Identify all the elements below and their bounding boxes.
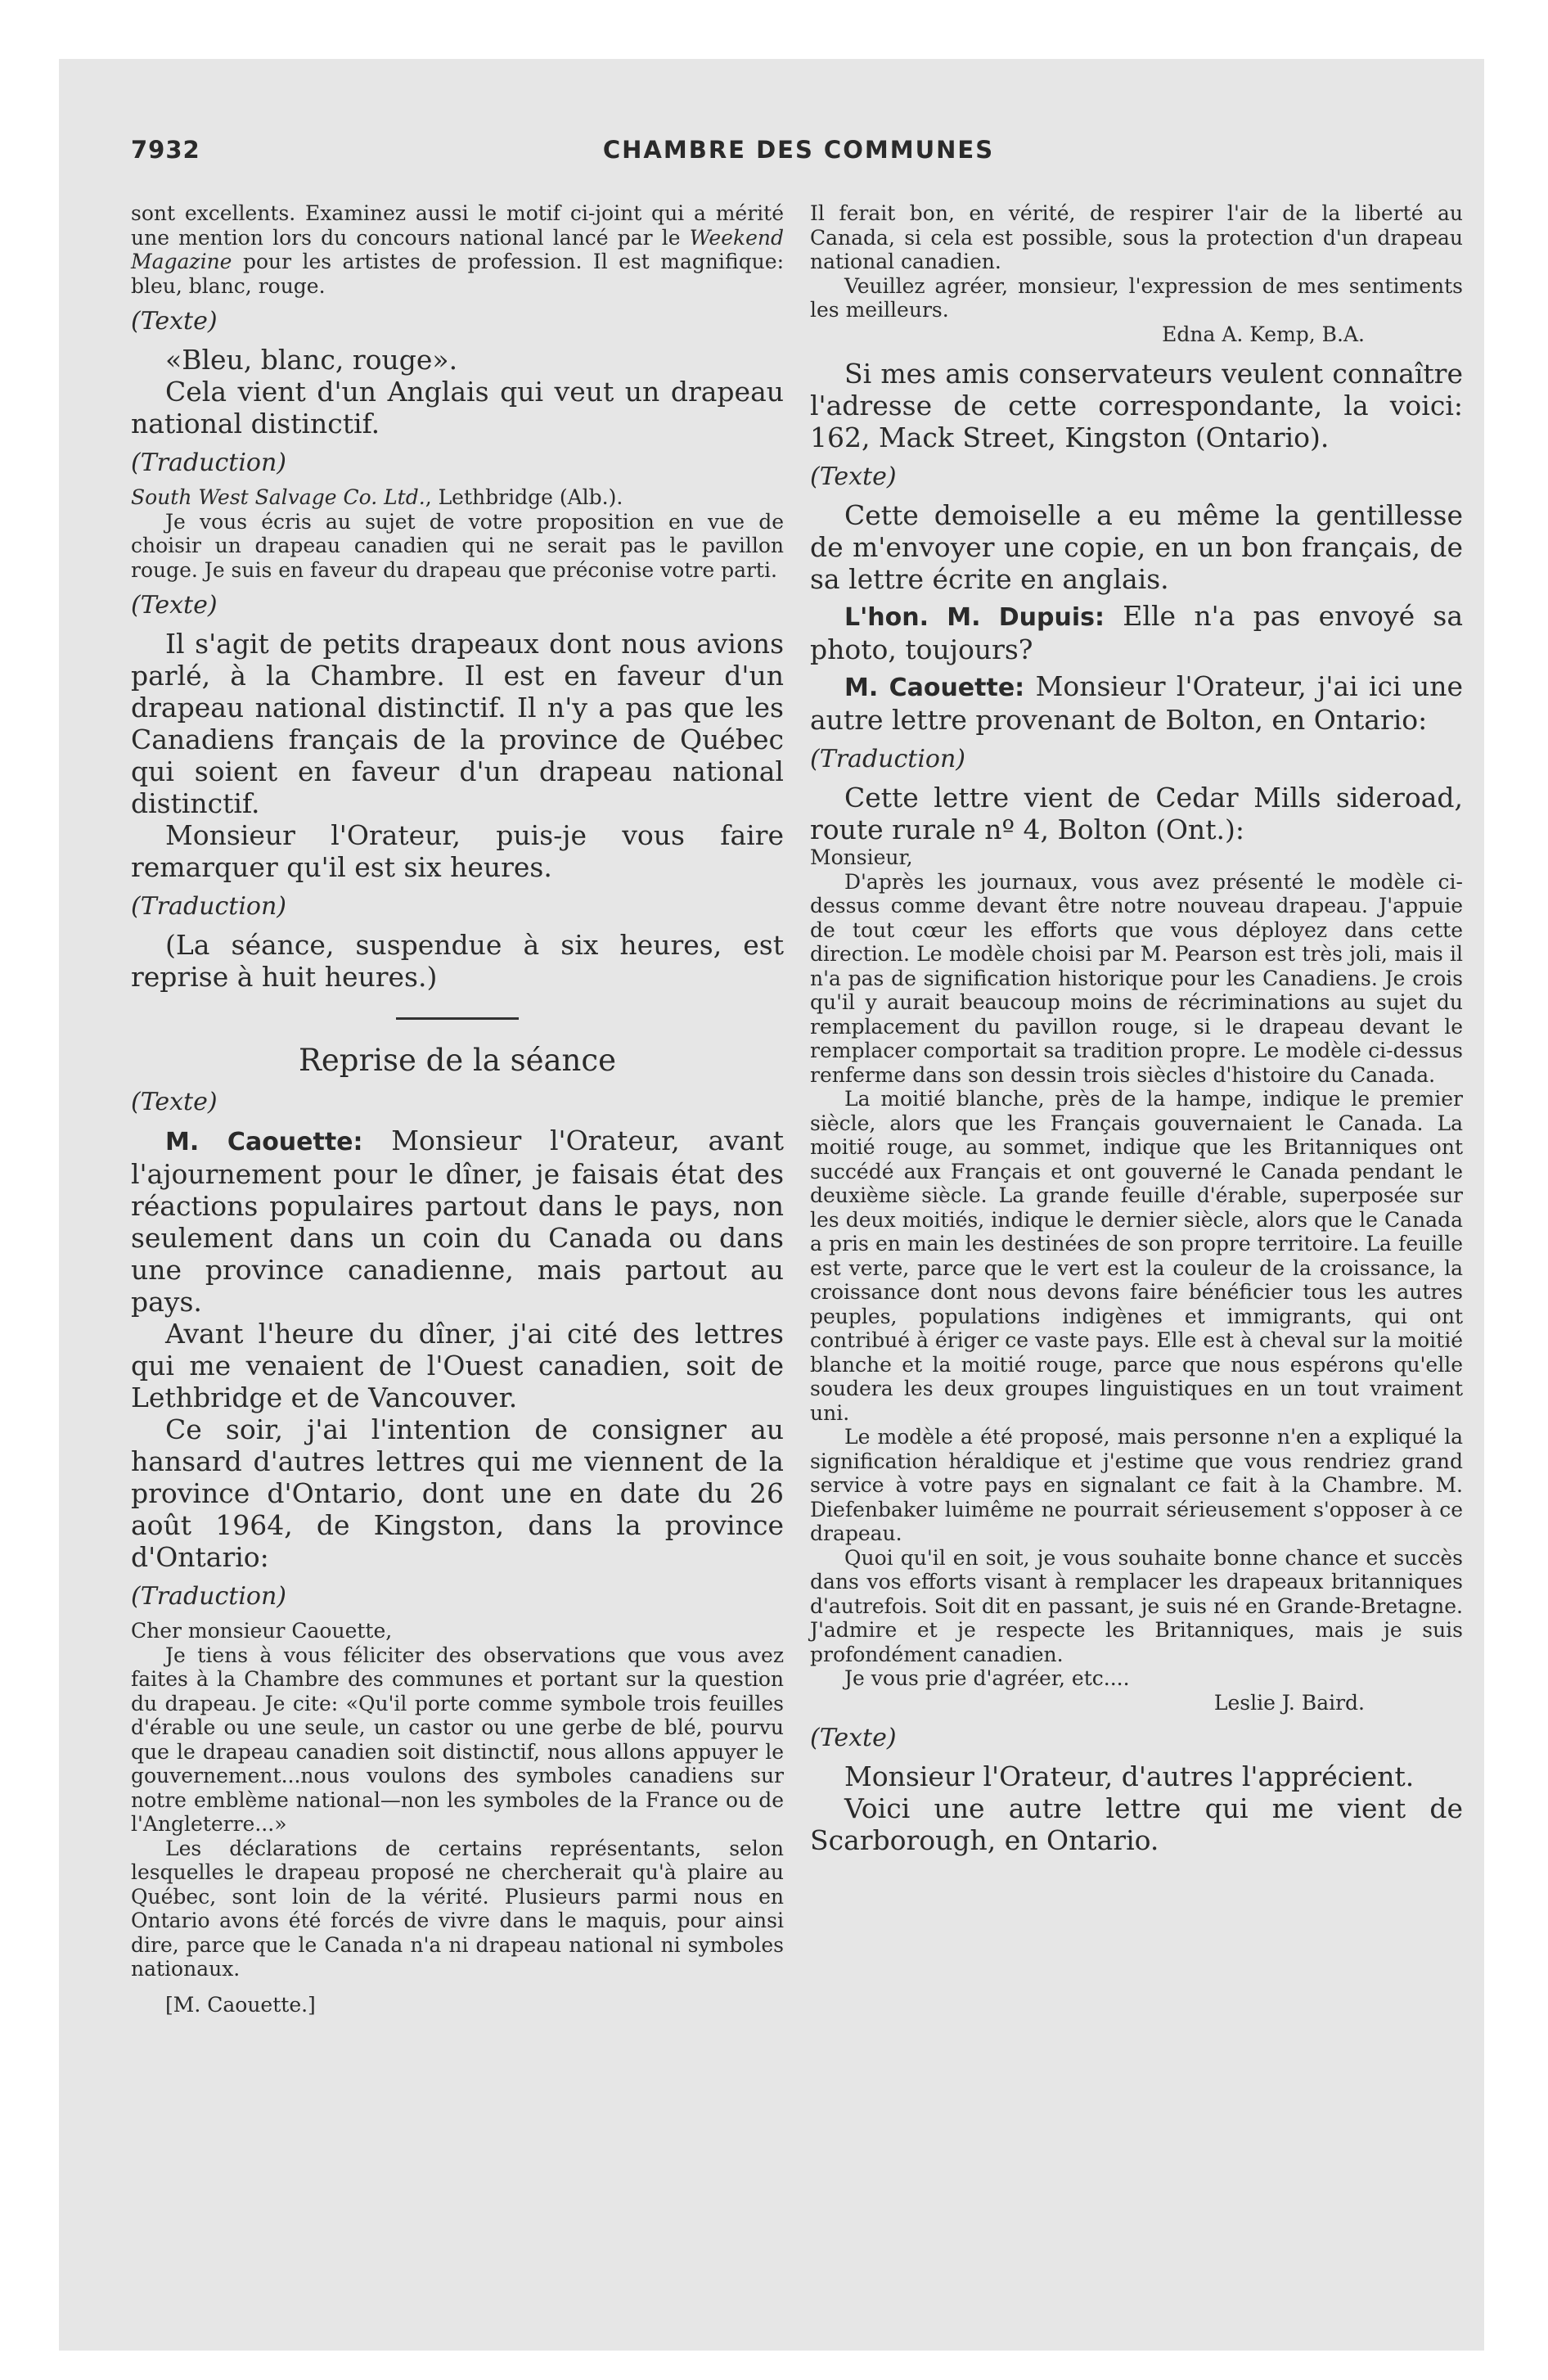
letter-body: Quoi qu'il en soit, je vous souhaite bonne chance et succès dans vos efforts visant à remplacer les drapeaux britanniques d'autrefois. Soit dit en passant, je suis né en Grande-Bretagne. J'admire et je respecte les Britanniques, mais je suis profondément canadien.	[810, 1545, 1463, 1666]
speaker-name: M. Caouette:	[165, 1128, 363, 1156]
section-label: (Texte)	[131, 591, 218, 620]
letter-body: Je tiens à vous féliciter des observations que vous avez faites à la Chambre des communes et portant sur la question du drapeau. Je cite: «Qu'il porte comme symbole trois feuilles d'érable ou une seule, un castor ou une gerbe de blé, pourvu que le drapeau canadien soit distinctif, nous allons appuyer le gouvernement...nous voulons des symboles canadiens sur notre emblème national—non les symboles de la France ou de l'Angleterre...»	[131, 1643, 784, 1836]
paragraph: Ce soir, j'ai l'intention de consigner au hansard d'autres lettres qui me viennent de la province d'Ontario, dont une en date du 26 août 1964, de Kingston, dans la province d'Ontario:	[131, 1413, 784, 1573]
paragraph: Si mes amis conservateurs veulent connaître l'adresse de cette correspondante, la voici: 162, Mack Street, Kingston (Ontario).	[810, 358, 1463, 453]
text: Monsieur l'Orateur, avant l'ajournement pour le dîner, je faisais état des réactions populaires partout dans le pays, non seulement dans un coin du Canada ou dans une province canadienne, mais partout au pays.	[131, 1125, 784, 1318]
section-label: (Traduction)	[131, 449, 287, 477]
running-head	[131, 136, 1466, 172]
section-label: (Texte)	[810, 1724, 897, 1752]
text: sont excellents. Examinez aussi le motif ci-joint qui a mérité une mention lors du concours national lancé par le	[131, 201, 784, 250]
paragraph: «Bleu, blanc, rouge».	[165, 344, 458, 376]
letter-body: D'après les journaux, vous avez présenté le modèle ci-dessus comme devant être notre nouveau drapeau. J'appuie de tout cœur les efforts que vous déployez dans cette direction. Le modèle choisi par M. Pearson est très joli, mais il n'a pas de signification historique pour les Canadiens. Je crois qu'il y aurait beaucoup moins de récriminations au sujet du remplacement du pavillon rouge, si le drapeau devant le remplacer comportait sa tradition propre. Le modèle ci-dessus renferme dans son dessin trois siècles d'histoire du Canada.	[810, 869, 1463, 1087]
paragraph: Monsieur l'Orateur, d'autres l'apprécient.	[844, 1760, 1415, 1792]
section-heading: Reprise de la séance	[299, 1043, 616, 1078]
speech	[810, 670, 1463, 736]
page-number: 7932	[131, 136, 200, 164]
letter-body: Je vous écris au sujet de votre proposition en vue de choisir un drapeau canadien qui ne serait pas le pavillon rouge. Je suis en faveur du drapeau que préconise votre parti.	[131, 509, 784, 582]
letter-body: Veuillez agréer, monsieur, l'expression de mes sentiments les meilleurs.	[810, 273, 1463, 322]
text: Monsieur l'Orateur, j'ai ici une autre lettre provenant de Bolton, en Ontario:	[810, 670, 1464, 736]
text: , Lethbridge (Alb.).	[425, 485, 623, 509]
letter-body: Il ferait bon, en vérité, de respirer l'air de la liberté au Canada, si cela est possible, sous la protection d'un drapeau national canadien.	[810, 201, 1463, 273]
paragraph: Cela vient d'un Anglais qui veut un drapeau national distinctif.	[131, 376, 784, 439]
signature: Edna A. Kemp, B.A.	[1162, 322, 1365, 346]
letter-salutation: Cher monsieur Caouette,	[131, 1619, 393, 1643]
right-column	[810, 201, 1463, 1856]
letter-closing: Je vous prie d'agréer, etc....	[844, 1666, 1130, 1690]
paragraph: Cette lettre vient de Cedar Mills sideroad, route rurale nº 4, Bolton (Ont.):	[810, 782, 1463, 845]
speech	[131, 1125, 784, 1318]
left-column	[131, 201, 784, 2017]
letter-salutation: Monsieur,	[810, 845, 913, 869]
paragraph: Voici une autre lettre qui me vient de Scarborough, en Ontario.	[810, 1792, 1463, 1856]
paragraph: Avant l'heure du dîner, j'ai cité des lettres qui me venaient de l'Ouest canadien, soit de Lethbridge et de Vancouver.	[131, 1318, 784, 1413]
paragraph: Cette demoiselle a eu même la gentillesse de m'envoyer une copie, en un bon français, de sa lettre écrite en anglais.	[810, 499, 1463, 595]
magazine-name: Weekend Magazine	[131, 225, 784, 273]
letter-body: Les déclarations de certains représentants, selon lesquelles le drapeau proposé ne chercherait qu'à plaire au Québec, sont loin de la vérité. Plusieurs parmi nous en Ontario avons été forcés de vivre dans le maquis, pour ainsi dire, parce que le Canada n'a ni drapeau national ni symboles nationaux.	[131, 1836, 784, 1981]
section-label: (Texte)	[810, 462, 897, 491]
section-label: (Texte)	[131, 307, 218, 336]
letter-body: Le modèle a été proposé, mais personne n'en a expliqué la signification héraldique et j'estime que vous rendriez grand service à votre pays en signalant ce fait à la Chambre. M. Diefenbaker luimême ne pourrait sérieusement s'opposer à ce drapeau.	[810, 1425, 1463, 1545]
section-divider	[396, 1017, 519, 1020]
letter-sender	[131, 485, 784, 510]
section-label: (Texte)	[131, 1088, 218, 1116]
section-label: (Traduction)	[131, 1582, 287, 1611]
letter-body: La moitié blanche, près de la hampe, indique le premier siècle, alors que les Français gouvernaient le Canada. La moitié rouge, au sommet, indique que les Britanniques ont succédé aux Français et ont gouverné le Canada pendant le deuxième siècle. La grande feuille d'érable, superposée sur les deux moitiés, indique le dernier siècle, alors que le Canada a pris en main les destinées de son propre territoire. La feuille est verte, parce que le vert est la couleur de la croissance, la croissance dont nous devons faire bénéficier tous les autres peuples, populations indigènes et immigrants, qui ont contribué à ériger ce vaste pays. Elle est à cheval sur la moitié blanche et la moitié rouge, parce que nous espérons qu'elle soudera les deux groupes linguistiques en un tout vraiment uni.	[810, 1087, 1464, 1425]
section-label: (Traduction)	[131, 892, 287, 921]
paragraph: Monsieur l'Orateur, puis-je vous faire remarquer qu'il est six heures.	[131, 819, 784, 883]
section-label: (Traduction)	[810, 745, 966, 773]
paragraph: (La séance, suspendue à six heures, est reprise à huit heures.)	[131, 929, 784, 993]
company-name: South West Salvage Co. Ltd.	[131, 485, 425, 509]
footer-speaker: [M. Caouette.]	[165, 1992, 316, 2017]
text: Elle n'a pas envoyé sa photo, toujours?	[810, 600, 1463, 665]
signature: Leslie J. Baird.	[1213, 1690, 1365, 1715]
paragraph: Il s'agit de petits drapeaux dont nous avions parlé, à la Chambre. Il est en faveur d'un drapeau national distinctif. Il n'y a pas que les Canadiens français de la province de Québec qui soient en faveur d'un drapeau national distinctif.	[131, 628, 784, 819]
speaker-name: L'hon. M. Dupuis:	[844, 603, 1105, 632]
journal-title: CHAMBRE DES COMMUNES	[602, 136, 995, 164]
speaker-name: M. Caouette:	[844, 674, 1025, 702]
paragraph	[131, 201, 784, 298]
text: pour les artistes de profession. Il est magnifique: bleu, blanc, rouge.	[131, 250, 785, 298]
speech	[810, 600, 1463, 665]
